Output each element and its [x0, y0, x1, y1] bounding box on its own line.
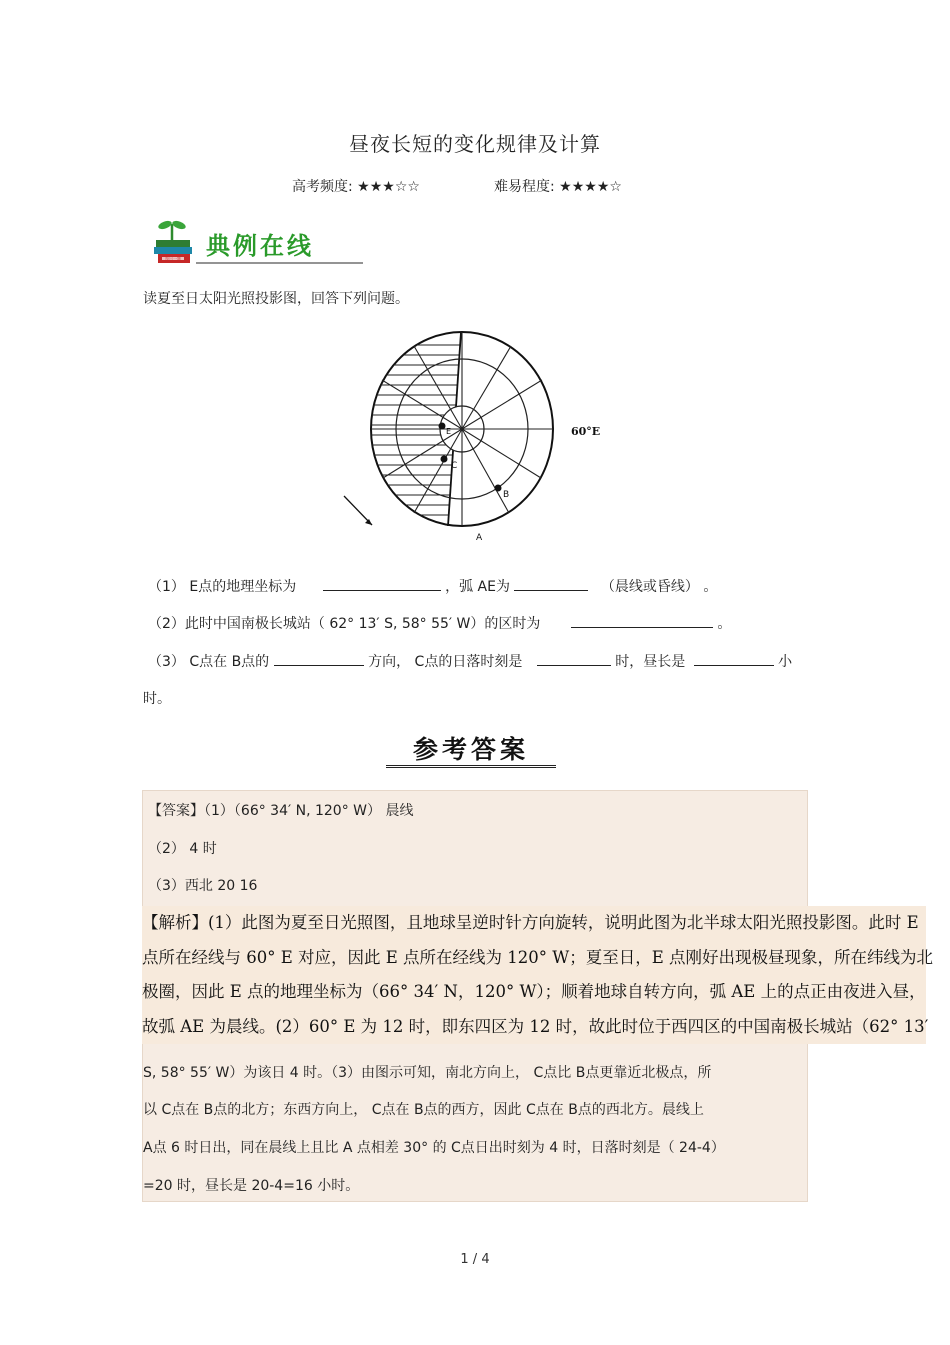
answer-heading [386, 730, 556, 770]
analysis-continuation: A点 6 时日出，同在晨线上且比 A 点相差 30° 的 C点日出时刻为 4 时，日落时刻是（ 24-4） [143, 1140, 725, 1156]
answer-blank[interactable] [323, 576, 441, 591]
question-1 [148, 576, 717, 596]
answer-blank[interactable] [274, 651, 364, 666]
section-banner [148, 216, 368, 268]
question-2-text: （2）此时中国南极长城站（ 62° 13′ S, 58° 55′ W）的区时为 [148, 616, 541, 632]
point-c-label: C [451, 461, 458, 471]
banner-tag: 每日一题 [165, 256, 181, 261]
analysis-continuation: 以 C点在 B点的北方；东西方向上， C点在 B点的西方，因此 C点在 B点的西北方。晨线上 [143, 1102, 704, 1118]
heading-underline [386, 765, 556, 768]
analysis-line: 点所在经线与 60° E 对应，因此 E 点所在经线为 120° W；夏至日，E 点刚好出现极昼现象，所在纬线为北 [142, 947, 934, 967]
analysis-line: 极圈，因此 E 点的地理坐标为（66° 34′ N，120° W）；顺着地球自转方向，弧 AE 上的点正由夜进入昼， [142, 982, 926, 1001]
point-e-label: E [446, 427, 452, 436]
difficulty-label: 难易程度: [494, 179, 555, 195]
point-a-label: A [476, 533, 483, 543]
question-3-text-2: 方向， C点的日落时刻是 [368, 654, 523, 670]
point-b-marker [495, 485, 502, 492]
question-1-text-2: ，弧 AE为 [445, 579, 510, 595]
answer-blank[interactable] [694, 651, 774, 666]
frequency-rating [292, 176, 420, 196]
point-b-label: B [503, 490, 510, 500]
question-3-text-4: 小 [778, 654, 793, 670]
page-number: 1 / 4 [460, 1252, 490, 1267]
frequency-stars: ★★★☆☆ [357, 179, 420, 195]
intro-text: 读夏至日太阳光照投影图，回答下列问题。 [143, 291, 409, 307]
banner-title: 典例在线 [206, 232, 314, 260]
analysis-line: 故弧 AE 为晨线。(2）60° E 为 12 时，即东四区为 12 时，故此时位于西四区的中国南极长城站（62° 13′ [142, 1016, 929, 1036]
analysis-line: 【解析】(1）此图为夏至日光照图，且地球呈逆时针方向旋转，说明此图为北半球太阳光照投影图。此时 E [142, 913, 919, 932]
sunlight-projection-diagram [336, 318, 606, 544]
point-e-marker [439, 423, 446, 430]
answer-3: （3）西北 20 16 [148, 878, 258, 894]
question-1-text: （1） E点的地理坐标为 [148, 579, 297, 595]
page-title: 昼夜长短的变化规律及计算 [349, 132, 601, 156]
meridian-label: 60°E [571, 425, 601, 438]
answer-blank[interactable] [537, 651, 611, 666]
question-3 [148, 651, 792, 671]
question-2-text-2: 。 [717, 616, 732, 632]
answer-2: （2） 4 时 [148, 841, 217, 857]
answer-blank[interactable] [571, 613, 713, 628]
question-3-text-3: 时，昼长是 [615, 654, 686, 670]
question-2 [148, 613, 731, 633]
analysis-continuation: =20 时，昼长是 20-4=16 小时。 [143, 1178, 360, 1194]
question-3-text: （3） C点在 B点的 [148, 654, 270, 670]
answer-1: 【答案】（1）（66° 34′ N, 120° W） 晨线 [148, 803, 414, 819]
answer-heading-text: 参考答案 [412, 735, 529, 764]
difficulty-stars: ★★★★☆ [559, 179, 622, 195]
question-3-end: 时。 [143, 691, 171, 707]
question-1-text-3: （晨线或昏线） 。 [600, 579, 718, 595]
answer-blank[interactable] [514, 576, 588, 591]
difficulty-rating [494, 176, 622, 196]
analysis-continuation: S, 58° 55′ W）为该日 4 时。（3）由图示可知，南北方向上， C点比 B点更靠近北极点，所 [143, 1065, 712, 1081]
analysis-block [142, 906, 934, 1044]
point-c-marker [441, 456, 448, 463]
frequency-label: 高考频度: [292, 179, 353, 195]
